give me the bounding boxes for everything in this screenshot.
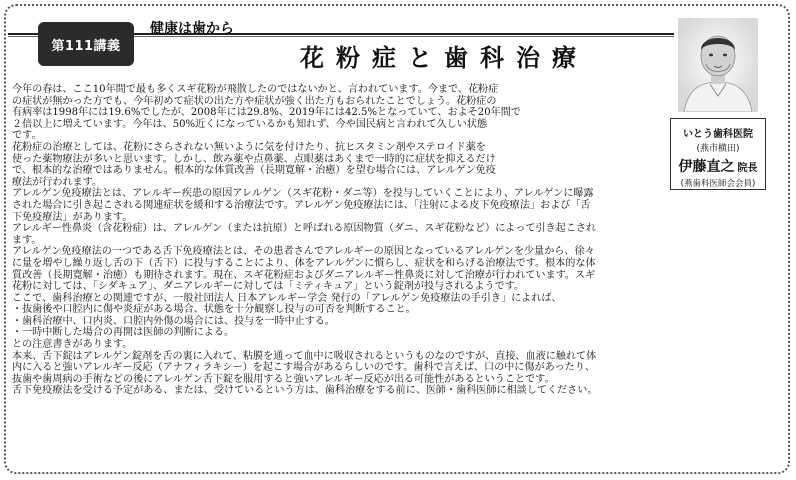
body-line: 花粉症の治療としては、花粉にさらされない無いように気を付けたり、抗ヒスタミン剤やステロイド薬を (12, 141, 486, 153)
body-line: 使った薬物療法が多いと思います。しかし、飲み薬や点鼻薬、点眼薬はあくまで一時的に症状を抑えるだけ (12, 153, 496, 165)
body-line: アレルギー性鼻炎（含花粉症）は、アレルゲン（または抗原）と呼ばれる原因物質（ダニ、スギ花粉など）によって引き起こされ (12, 223, 597, 235)
body-line: に量を増やし繰り返し舌の下（舌下）に投与することにより、体をアレルゲンに慣らし、症状を和らげる治療法です。根本的な体 (12, 257, 596, 269)
body-line: された場合に引き起こされる関連症状を緩和する治療法です。アレルゲン免疫療法には、「注射による皮下免疫療法」および「舌 (12, 199, 591, 211)
author-name: 伊藤直之 (678, 159, 735, 175)
body-line: との注意書きがあります。 (12, 339, 133, 351)
lecture-number-badge (38, 22, 134, 66)
body-intro (12, 84, 782, 188)
article-body (12, 84, 782, 397)
body-line: ２倍以上に増えています。今年は、50%近くになっているかも知れず、今や国民病と言われて久しい状態 (12, 118, 488, 130)
body-line: 舌下免疫療法を受ける予定がある、または、受けているという方は、歯科治療をする前に、医師・歯科医師に相談してください。 (12, 385, 598, 397)
body-line: ます。 (12, 234, 42, 246)
body-line: 抜歯や歯周病の手術などの後にアレルゲン舌下錠を服用すると強いアレルギー反応が出る可能性があるということです。 (12, 373, 555, 385)
body-line: 本来、舌下錠はアレルゲン錠剤を舌の裏に入れて、粘膜を通って血中に吸収されるというものなのですが、直接、血液に触れて体 (12, 350, 597, 362)
series-title: 健康は歯から (150, 21, 234, 37)
article-title: 花粉症と歯科治療 (300, 43, 588, 72)
clinic-name: いとう歯科医院 (683, 129, 753, 140)
body-line: 今年の春は、ここ10年間で最も多くスギ花粉が飛散したのではないかと、言われています。今まで、花粉症 (12, 84, 499, 95)
body-bullet: ・歯科治療中、口内炎、口腔内外傷の場合には、投与を一時中止する。 (12, 315, 335, 327)
body-line: 療法が行われます。 (12, 176, 103, 188)
body-line: 質改善（長期寛解・治癒）も期待されます。現在、スギ花粉症およびダニアレルギー性鼻炎に対して治療が行われています。スギ (12, 269, 596, 281)
body-line: ここで、歯科治療との関連ですが、一般社団法人 日本アレルギー学会 発行の「アレルゲン免疫療法の手引き」によれば、 (12, 292, 562, 304)
body-line: 有病率は1998年には19.6%でしたが、2008年には29.8%、2019年には42.5%となっていて、およそ20年間で (12, 107, 521, 119)
body-line: 内に入ると強いアレルギー反応（アナフィラキシー）を起こす場合があるらしいのです。歯科で言えば、口の中に傷があったり、 (12, 362, 595, 374)
author-role: 院長 (737, 163, 758, 174)
body-line: で、根本的な治療ではありません。根本的な体質改善（長期寛解・治癒）を望む場合には、アレルゲン免疫 (12, 165, 496, 177)
body-bullet: ・抜歯後や口腔内に傷や炎症がある場合、状態を十分観察し投与の可否を判断すること。 (12, 304, 416, 316)
lecture-number: 第111講義 (51, 38, 121, 54)
body-line: の症状が無かった方でも、今年初めて症状の出た方や症状が強く出た方もおられたことでしょう。花粉症の (12, 95, 497, 107)
body-line: 下免疫療法」があります。 (12, 211, 133, 223)
author-association: (燕歯科医師会会員) (680, 179, 756, 189)
body-line: アレルゲン免疫療法とは、アレルギー疾患の原因アレルゲン（スギ花粉・ダニ等）を投与していくことにより、アレルゲンに曝露 (12, 188, 594, 200)
body-line: アレルゲン免疫療法の一つである舌下免疫療法とは、その患者さんでアレルギーの原因となっているアレルゲンを少量から、徐々 (12, 246, 595, 258)
body-bullet: ・一時中断した場合の再開は医師の判断による。 (12, 327, 235, 339)
body-line: です。 (12, 130, 42, 142)
body-line: 花粉に対しては、「シダキュア」、ダニアレルギーに対しては「ミティキュア」という錠剤が投与されるようです。 (12, 281, 525, 293)
body-main (12, 188, 782, 397)
clinic-location: (燕市横田) (696, 144, 740, 154)
